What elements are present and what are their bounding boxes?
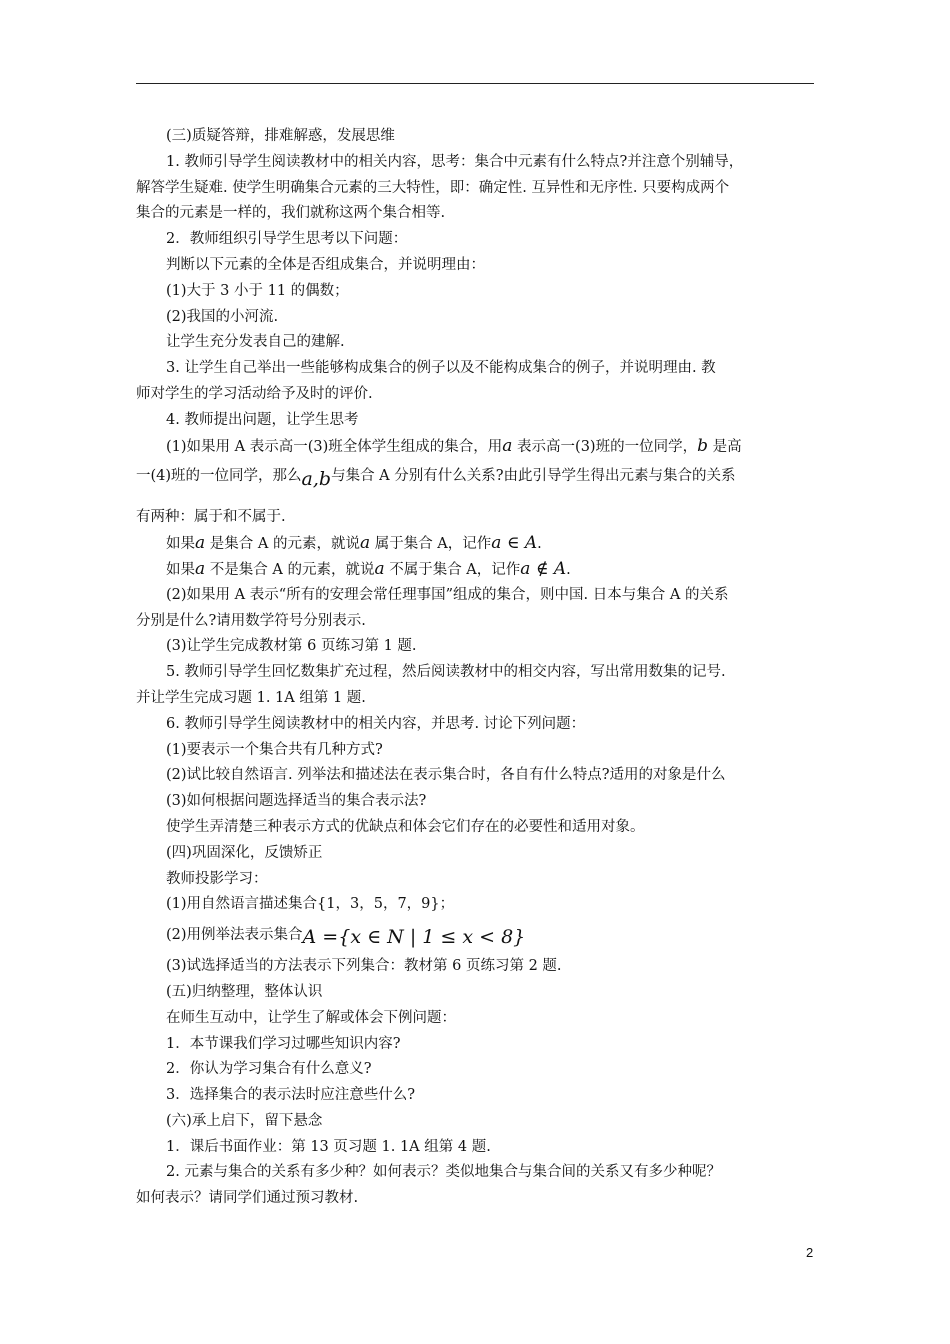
list-item: 2．你认为学习集合有什么意义?	[166, 1061, 372, 1078]
text-run: (2)用例举法表示集合	[166, 927, 303, 944]
math-b: b	[697, 435, 708, 456]
document-body	[136, 124, 816, 1212]
paragraph: 使学生弄清楚三种表示方式的优缺点和体会它们存在的必要性和适用对象。	[166, 818, 645, 835]
text-run: 不是集合 A 的元素，就说	[205, 561, 375, 578]
math-a: a	[359, 533, 371, 554]
text-run: 属于集合 A，记作	[370, 536, 492, 553]
list-item: (1)要表示一个集合共有几种方式?	[166, 741, 383, 758]
paragraph: 3. 让学生自己举出一些能够构成集合的例子以及不能构成集合的例子，并说明理由. 教	[166, 360, 716, 377]
paragraph: 如何表示？请同学们通过预习教材.	[136, 1190, 359, 1207]
text-run: 一(4)班的一位同学，那么	[136, 468, 302, 485]
paragraph: 1. 教师引导学生阅读教材中的相关内容，思考：集合中元素有什么特点?并注意个别辅导，	[166, 153, 744, 170]
paragraph: 2．教师组织引导学生思考以下问题：	[166, 231, 408, 248]
math-a: a	[502, 435, 513, 456]
text-run: 如果	[166, 561, 195, 578]
list-item: (2)如果用 A 表示“所有的安理会常任理事国”组成的集合，则中国. 日本与集合 A 的关系	[166, 586, 729, 603]
math-a-in-A: a ∈ A	[491, 533, 538, 554]
list-item: (1)大于 3 小于 11 的偶数；	[166, 282, 349, 299]
math-set-A: A ={x ∈ N | 1 ≤ x < 8}	[302, 926, 526, 949]
section-heading-6: (六)承上启下，留下悬念	[166, 1112, 323, 1129]
list-item: 3．选择集合的表示法时应注意些什么?	[166, 1087, 415, 1104]
list-item: 1．本节课我们学习过哪些知识内容?	[166, 1035, 401, 1052]
math-a: a	[195, 558, 206, 579]
math-a-notin-A: a ∉ A	[520, 558, 567, 579]
list-item: (1)用自然语言描述集合{1，3，5，7，9}；	[166, 896, 455, 913]
text-run: 是集合 A 的元素，就说	[205, 536, 360, 553]
paragraph: 师对学生的学习活动给予及时的评价.	[136, 385, 373, 402]
list-item: 2. 元素与集合的关系有多少种？如何表示？类似地集合与集合间的关系又有多少种呢？	[166, 1164, 721, 1181]
paragraph: 分别是什么?请用数学符号分别表示.	[136, 612, 366, 629]
text-run: 是高	[707, 438, 742, 455]
list-item: (3)如何根据问题选择适当的集合表示法?	[166, 793, 427, 810]
page-number: 2	[806, 1245, 814, 1260]
paragraph: 4. 教师提出问题，让学生思考	[166, 411, 359, 428]
text-run: 与集合 A 分别有什么关系?由此引导学生得出元素与集合的关系	[331, 468, 736, 485]
list-item	[136, 918, 816, 954]
text-run: 如果	[166, 536, 195, 553]
math-a-b: a,b	[301, 468, 332, 491]
header-rule	[136, 83, 814, 84]
paragraph: 6. 教师引导学生阅读教材中的相关内容，并思考. 讨论下列问题：	[166, 715, 586, 732]
text-run: 表示高一(3)班的一位同学，	[512, 438, 698, 455]
section-heading-4: (四)巩固深化，反馈矫正	[166, 844, 323, 861]
section-heading-5: (五)归纳整理，整体认识	[166, 983, 323, 1000]
paragraph: 教师投影学习：	[166, 870, 268, 887]
paragraph: 集合的元素是一样的，我们就称这两个集合相等.	[136, 205, 446, 222]
list-item: 1．课后书面作业：第 13 页习题 1. 1A 组第 4 题.	[166, 1138, 491, 1155]
section-heading-3: (三)质疑答辩，排难解惑，发展思维	[166, 128, 395, 144]
paragraph	[136, 459, 816, 505]
list-item: (3)让学生完成教材第 6 页练习第 1 题.	[166, 638, 417, 655]
math-a: a	[195, 533, 206, 554]
paragraph: 5. 教师引导学生回忆数集扩充过程，然后阅读教材中的相交内容，写出常用数集的记号.	[166, 664, 726, 681]
text-run: 不属于集合 A，记作	[384, 561, 521, 578]
paragraph: 如果a 不是集合 A 的元素，就说a 不属于集合 A，记作a ∉ A.	[166, 558, 571, 579]
paragraph: 如果a 是集合 A 的元素，就说a 属于集合 A，记作a ∈ A.	[166, 533, 542, 554]
paragraph: 并让学生完成习题 1. 1A 组第 1 题.	[136, 689, 366, 706]
paragraph: 判断以下元素的全体是否组成集合，并说明理由：	[166, 256, 485, 273]
text-run: (1)如果用 A 表示高一(3)班全体学生组成的集合，用	[166, 438, 503, 455]
paragraph: 解答学生疑难. 使学生明确集合元素的三大特性，即：确定性. 互异性和无序性. 只要构成两个	[136, 179, 730, 196]
paragraph: 在师生互动中，让学生了解或体会下例问题：	[166, 1009, 456, 1026]
list-item: (2)试比较自然语言. 列举法和描述法在表示集合时，各自有什么特点?适用的对象是什么	[166, 767, 726, 784]
list-item: (2)我国的小河流.	[166, 308, 279, 325]
paragraph	[136, 434, 816, 460]
paragraph: 让学生充分发表自己的建解.	[166, 334, 345, 351]
paragraph: 有两种：属于和不属于.	[136, 509, 286, 526]
list-item: (3)试选择适当的方法表示下列集合：教材第 6 页练习第 2 题.	[166, 958, 562, 975]
math-a: a	[374, 558, 385, 579]
